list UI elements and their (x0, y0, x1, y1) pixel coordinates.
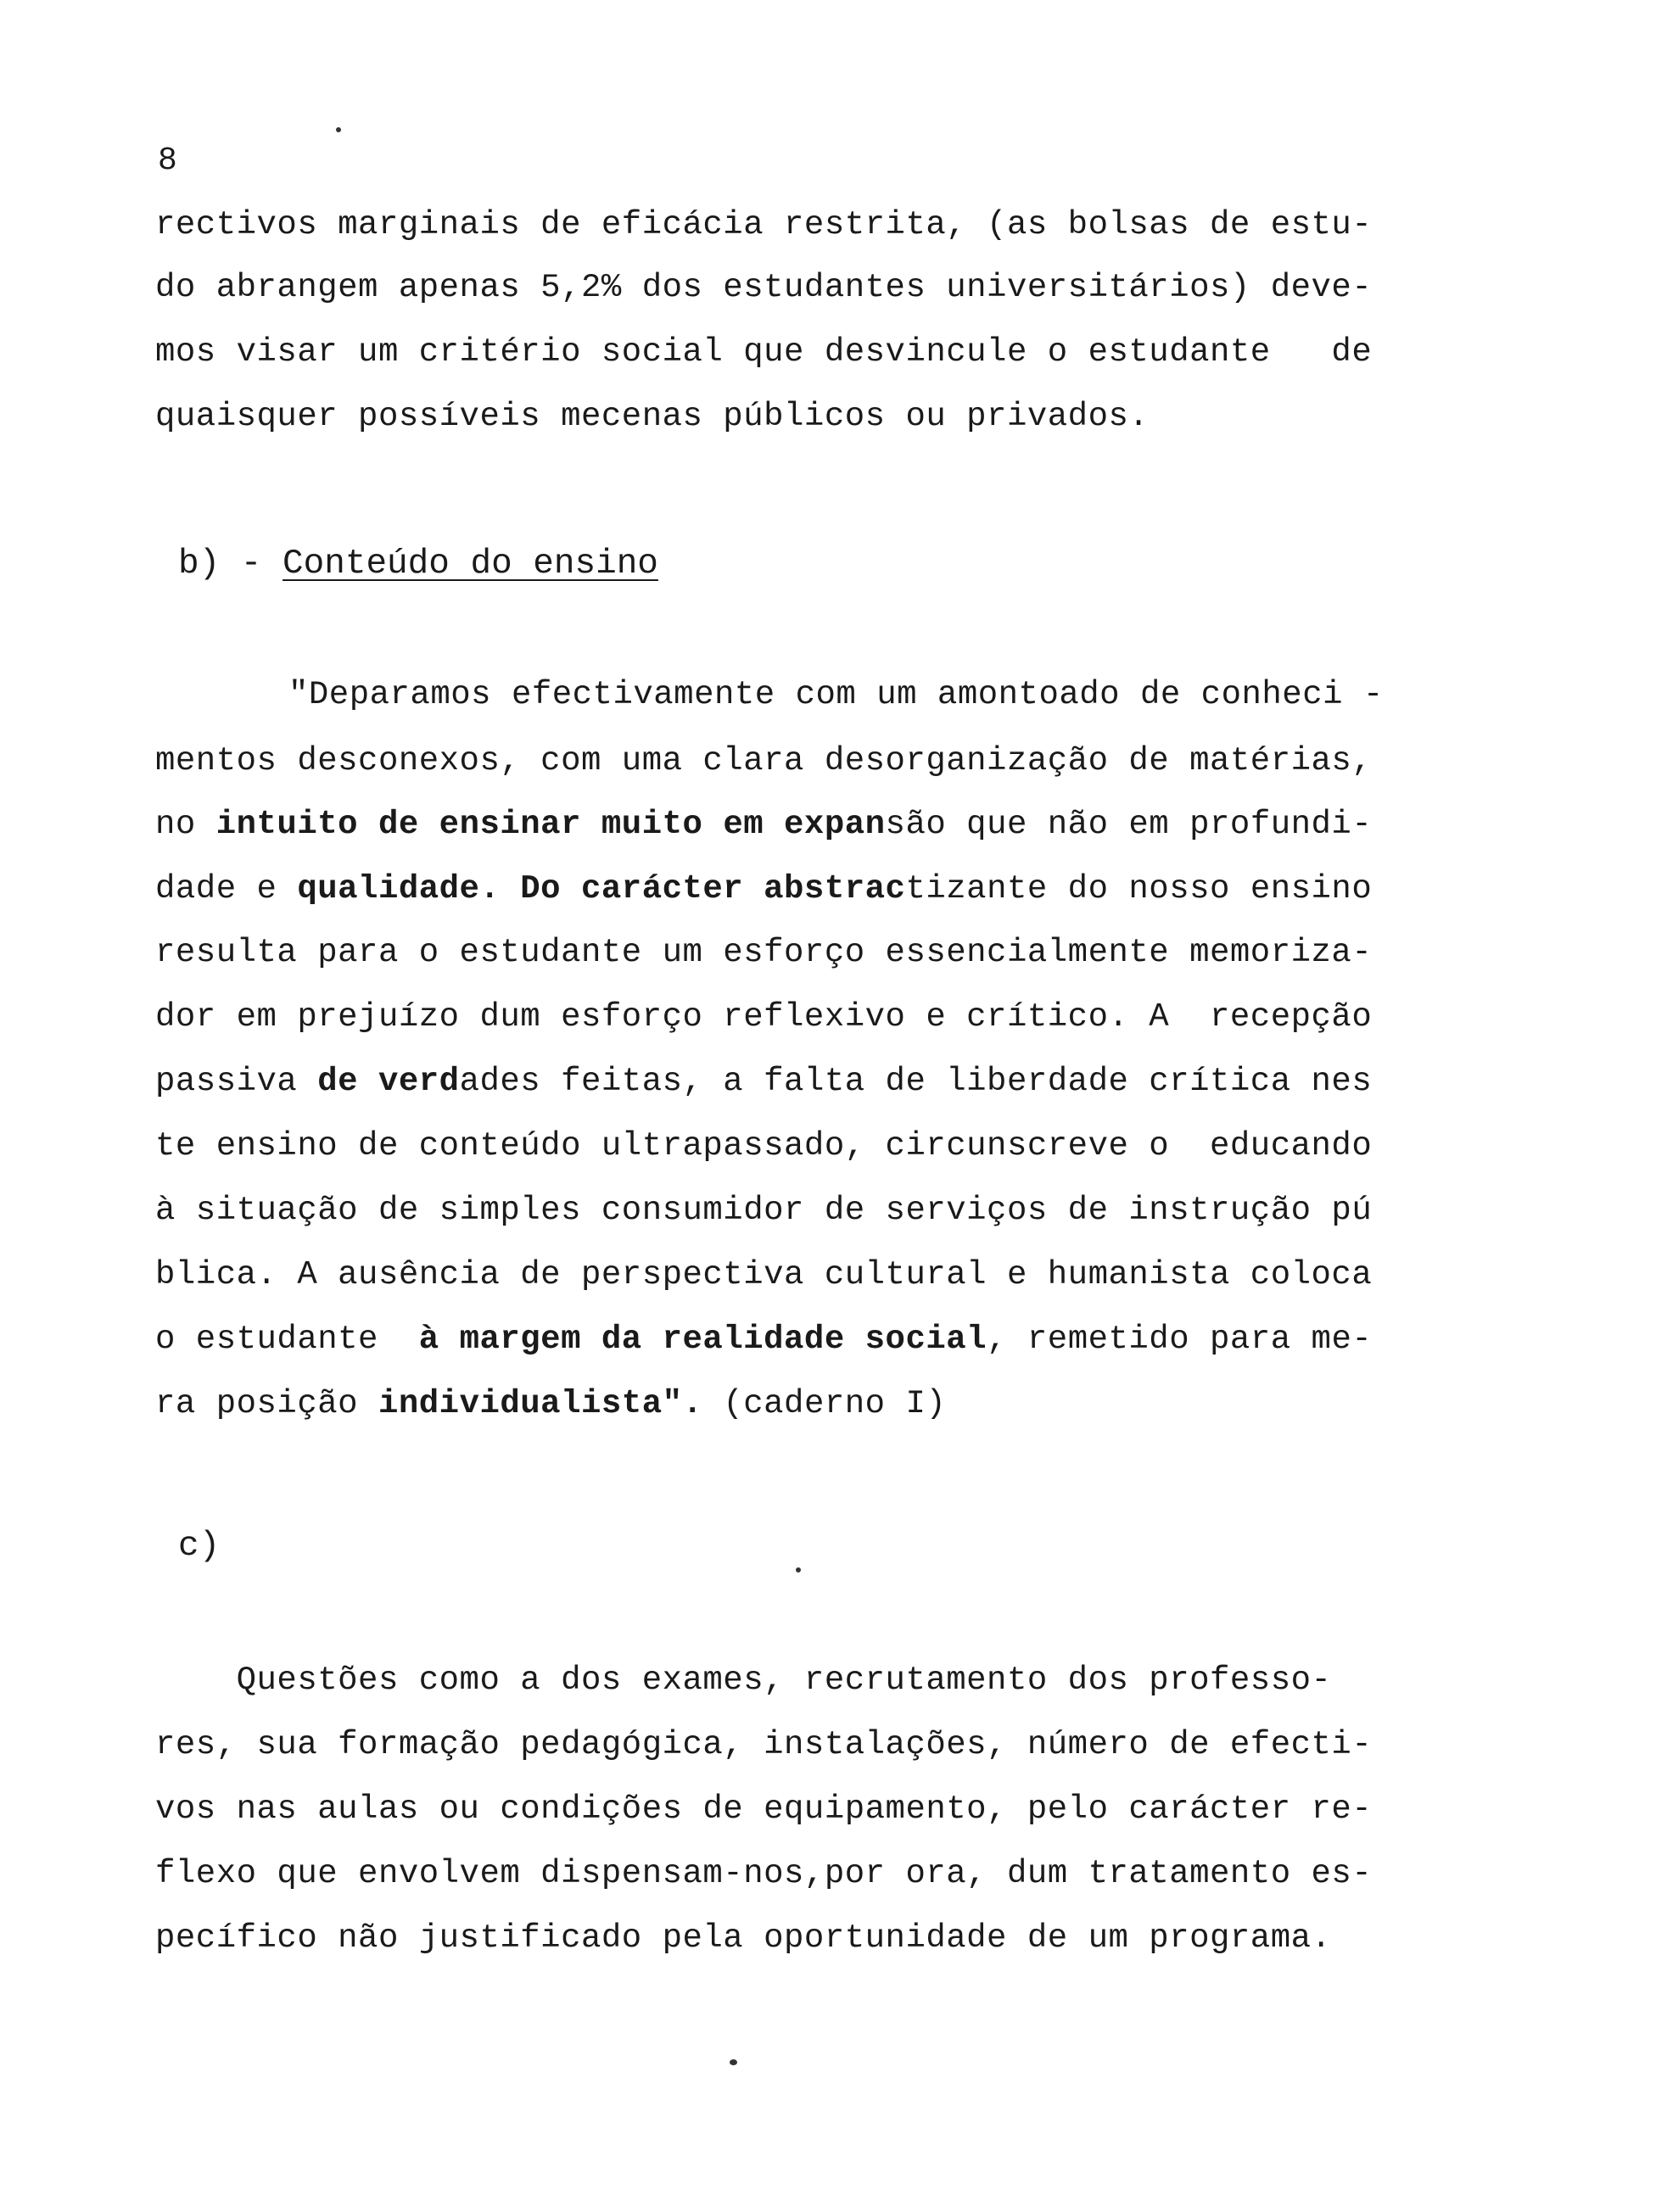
quote-line: mentos desconexos, com uma clara desorganização de matérias, (155, 742, 1373, 779)
section-b-heading (178, 545, 658, 584)
paragraph-line: do abrangem apenas 5,2% dos estudantes universitários) deve- (155, 269, 1373, 306)
section-c-label: c) (178, 1527, 221, 1566)
quote-line: blica. A ausência de perspectiva cultural e humanista coloca (155, 1256, 1373, 1293)
page-number: 8 (158, 142, 177, 179)
quote-line: passiva de verdades feitas, a falta de liberdade crítica nes (155, 1063, 1373, 1100)
paragraph-line: mos visar um critério social que desvincule o estudante de (155, 333, 1373, 371)
section-b-title: Conteúdo do ensino (283, 545, 658, 584)
paragraph-line: res, sua formação pedagógica, instalações, número de efecti- (155, 1726, 1373, 1763)
scan-speck (336, 127, 341, 132)
quote-line: dade e qualidade. Do carácter abstractizante do nosso ensino (155, 870, 1373, 908)
quote-line: dor em prejuízo dum esforço reflexivo e crítico. A recepção (155, 998, 1373, 1036)
paragraph-line: quaisquer possíveis mecenas públicos ou privados. (155, 398, 1150, 435)
quote-line: "Deparamos efectivamente com um amontoado de conheci - (288, 676, 1384, 713)
section-b-prefix: b) - (178, 545, 283, 584)
paragraph-line: Questões como a dos exames, recrutamento dos professo- (155, 1662, 1332, 1699)
paragraph-line: vos nas aulas ou condições de equipamento, pelo carácter re- (155, 1790, 1373, 1828)
quote-line: à situação de simples consumidor de serviços de instrução pú (155, 1192, 1373, 1229)
paragraph-line: flexo que envolvem dispensam-nos,por ora, dum tratamento es- (155, 1855, 1373, 1892)
quote-line: te ensino de conteúdo ultrapassado, circunscreve o educando (155, 1127, 1373, 1165)
quote-line: o estudante à margem da realidade social, remetido para me- (155, 1321, 1373, 1358)
scan-speck (730, 2059, 737, 2065)
quote-line: ra posição individualista". (caderno I) (155, 1385, 947, 1422)
paragraph-line: rectivos marginais de eficácia restrita, (as bolsas de estu- (155, 206, 1373, 243)
quote-line: resulta para o estudante um esforço essencialmente memoriza- (155, 934, 1373, 971)
scan-speck (796, 1567, 801, 1572)
paragraph-line: pecífico não justificado pela oportunidade de um programa. (155, 1919, 1332, 1957)
quote-line: no intuito de ensinar muito em expansão que não em profundi- (155, 806, 1373, 843)
